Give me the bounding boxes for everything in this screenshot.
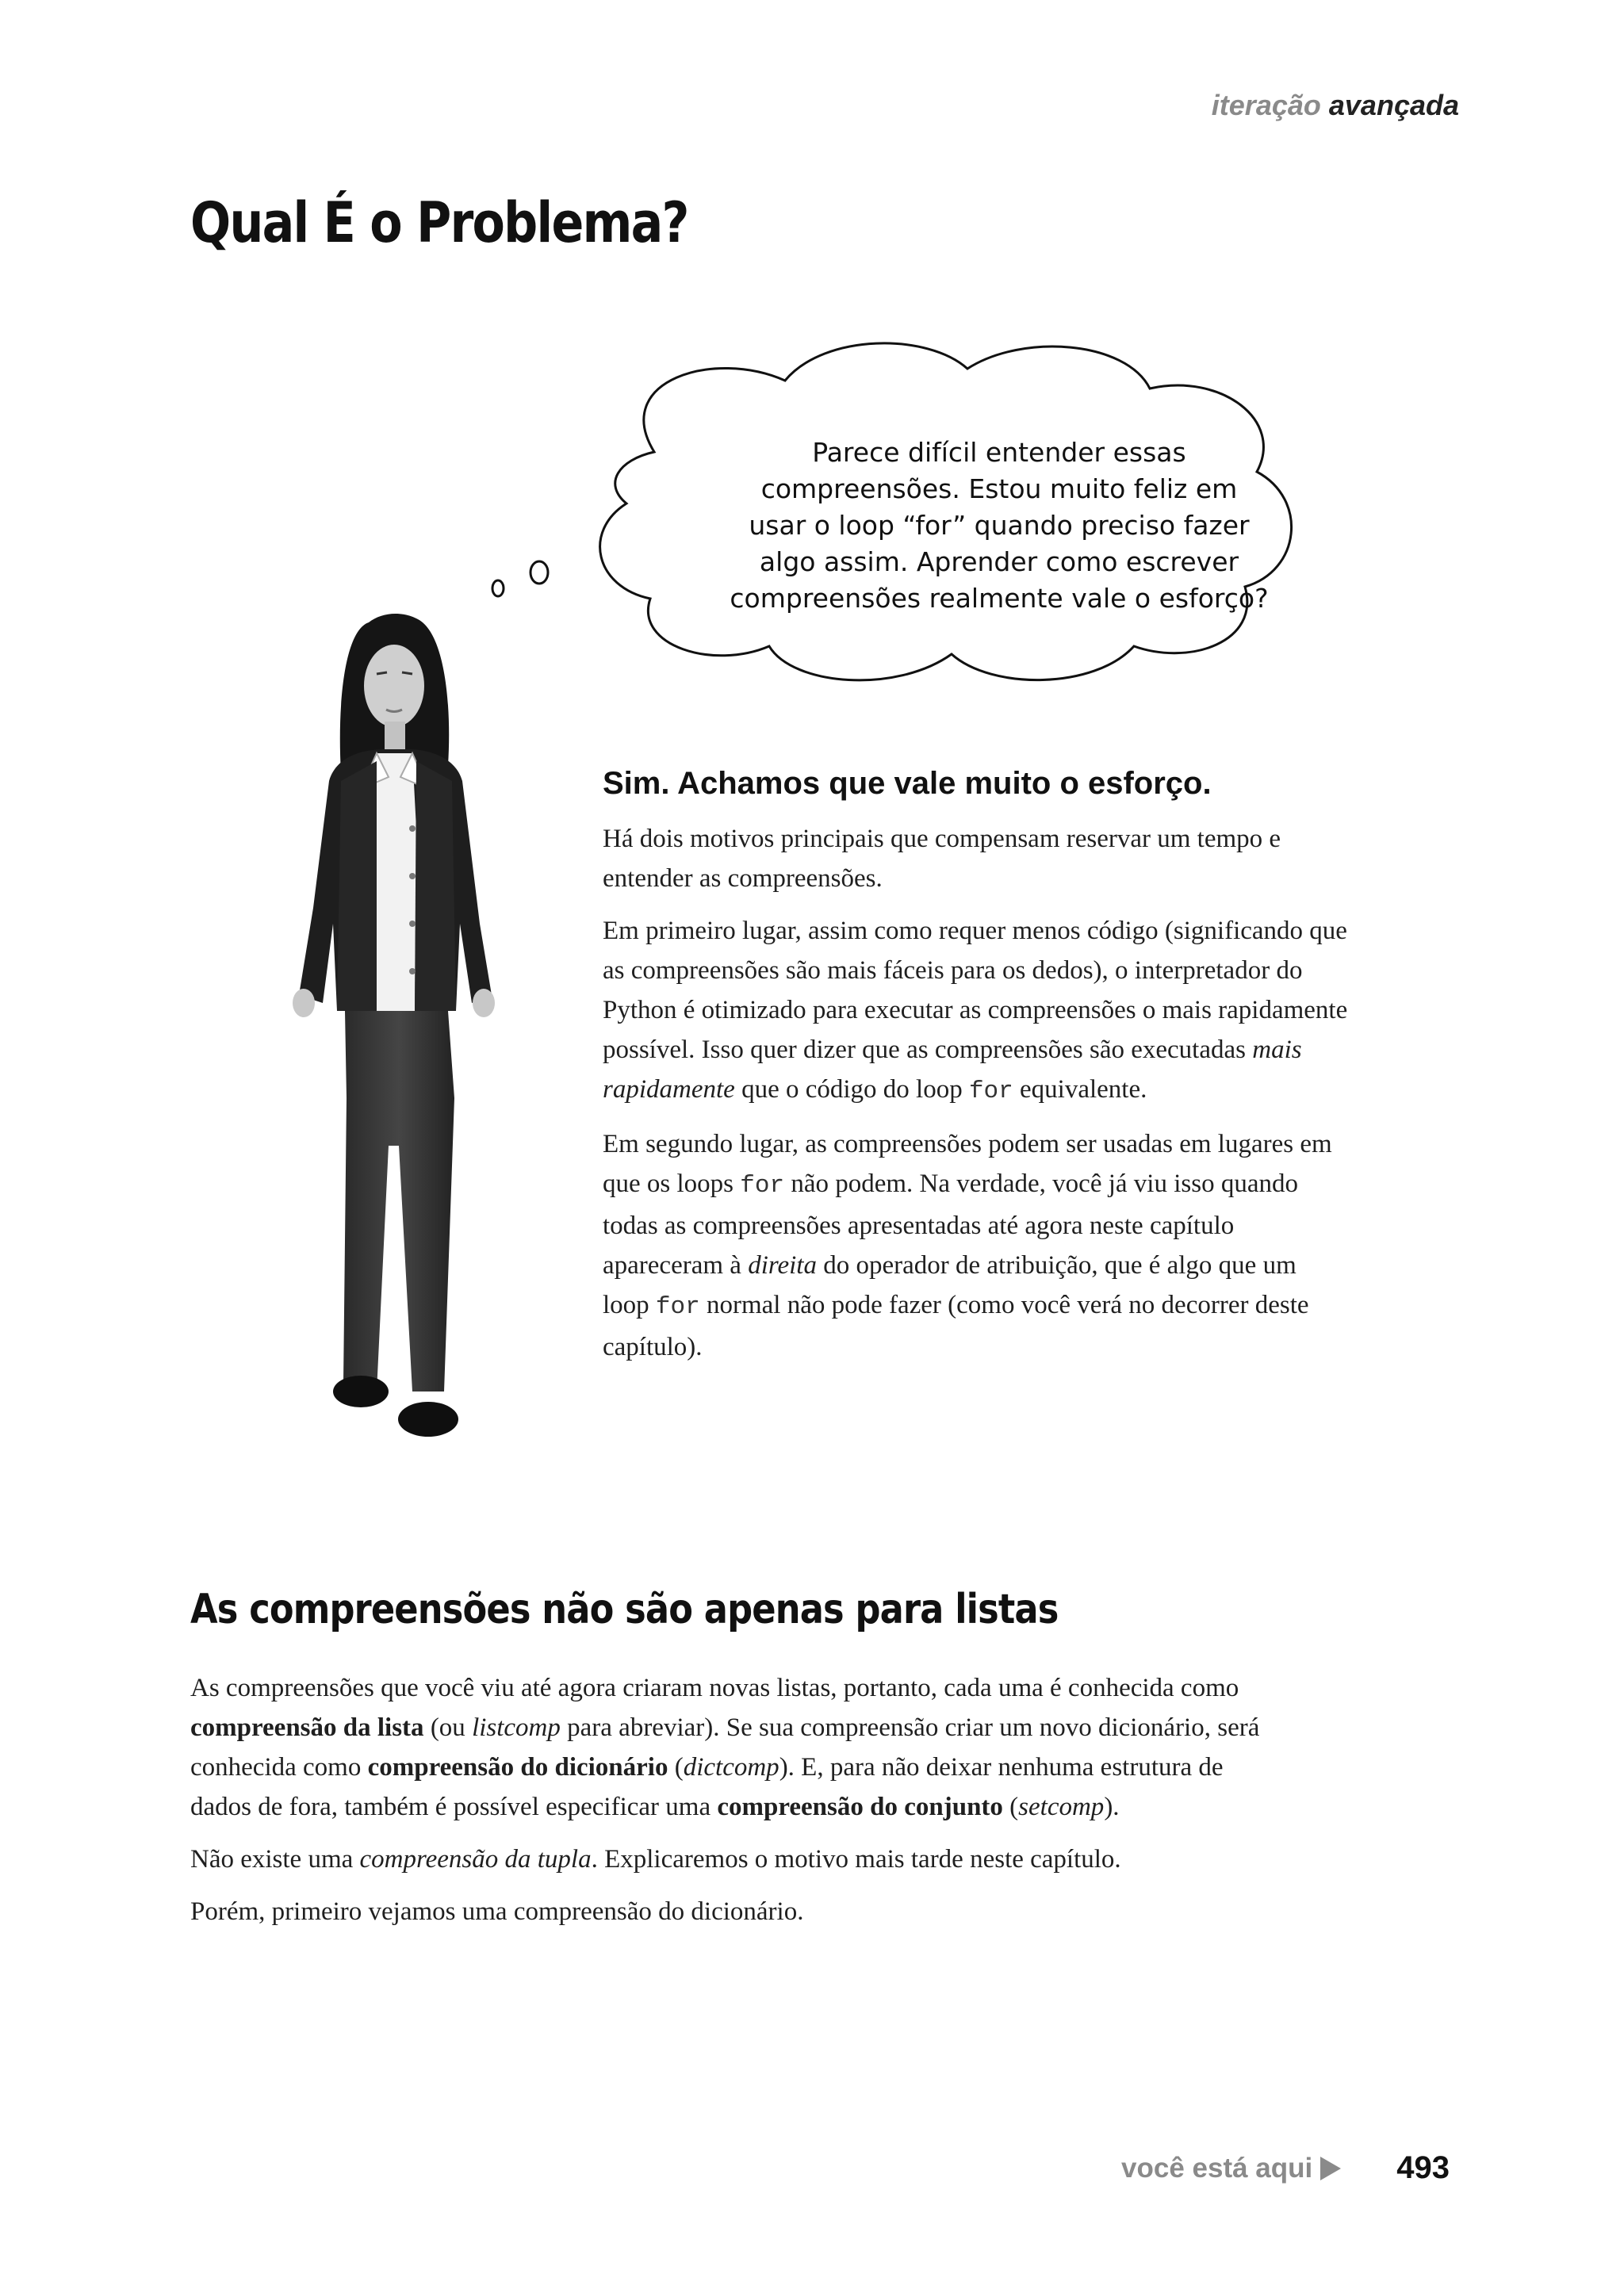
- page-footer: [1121, 2150, 1450, 2186]
- face: [364, 645, 424, 727]
- answer-paragraph-3: Em segundo lugar, as compreensões podem ser usadas em lugares em que os loops for não podem. Na verdade, você já viu isso quando todas as compreensões apresentadas até agora neste capítulo apareceram à direita do operador de atribuição, que é algo que um loop for normal não pode fazer (como você verá no decorrer deste capítulo).: [603, 1130, 1332, 1361]
- you-are-here-label: você está aqui: [1121, 2152, 1313, 2184]
- section-paragraph-1: As compreensões que você viu até agora criaram novas listas, portanto, cada uma é conhecida como compreensão da lista (ou listcomp para abreviar). Se sua compreensão criar um novo dicionário, será conhecida como compreensão do dicionário (dictcomp). E, para não deixar nenhuma estrutura de dados de fora, também é possível especificar uma compreensão do conjunto (setcomp).: [190, 1674, 1260, 1821]
- section-paragraph-3: Porém, primeiro vejamos uma compreensão do dicionário.: [190, 1897, 804, 1926]
- running-head-chapter: iteração: [1211, 89, 1321, 121]
- answer-paragraph-2: Em primeiro lugar, assim como requer menos código (significando que as compreensões são mais fáceis para os dedos), o interpretador do Python é otimizado para executar as compreensões o mais rapidamente possível. Isso quer dizer que as compreensões são executadas mais rapidamente que o código do loop for equivalente.: [603, 917, 1348, 1105]
- running-head-topic: avançada: [1328, 89, 1459, 121]
- section-paragraph-2: Não existe uma compreensão da tupla. Explicaremos o motivo mais tarde neste capítulo.: [190, 1845, 1121, 1874]
- thought-line: Parece difícil entender essas: [812, 437, 1186, 468]
- answer-paragraph-1: Há dois motivos principais que compensam reservar um tempo e entender as compreensões.: [603, 825, 1281, 893]
- woman-photo: [258, 591, 527, 1487]
- section-title: As compreensões não são apenas para listas: [190, 1586, 1059, 1633]
- answer-block: [603, 766, 1348, 1380]
- page-title: Qual É o Problema?: [190, 190, 688, 255]
- answer-heading: Sim. Achamos que vale muito o esforço.: [603, 766, 1212, 801]
- running-head: [1212, 89, 1459, 122]
- shoe-right: [398, 1402, 458, 1437]
- thought-line: algo assim. Aprender como escrever: [759, 546, 1239, 577]
- thought-line: compreensões. Estou muito feliz em: [760, 473, 1238, 504]
- section-body: [190, 1668, 1285, 1944]
- thought-bubble-text: [682, 434, 1316, 617]
- shirt: [375, 753, 416, 1019]
- shoe-left: [333, 1376, 389, 1407]
- right-triangle-arrow-icon: [1320, 2157, 1341, 2180]
- thought-line: compreensões realmente vale o esforço?: [730, 583, 1269, 614]
- page-number: 493: [1396, 2150, 1450, 2185]
- thought-line: usar o loop “for” quando preciso fazer: [749, 510, 1250, 541]
- thought-dot-large: [530, 561, 548, 584]
- jeans: [343, 1011, 454, 1391]
